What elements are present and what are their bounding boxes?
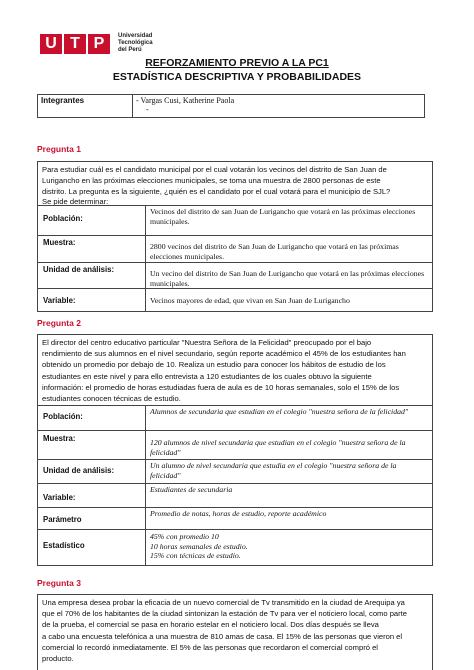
logo-letter-p: P (88, 34, 110, 54)
q1-row-poblacion: Población: Vecinos del distrito de san Juan de Lurigancho que votará en las próximas elecciones municipales. (38, 205, 432, 236)
question-1-box (37, 161, 433, 312)
integrantes-table (37, 94, 425, 118)
logo-letter-u: U (40, 34, 62, 54)
question-2-text: El director del centro educativo particular "Nuestra Señora de la Felicidad" preocupado por el bajo rendimiento de sus alumnos en el nivel secundario, según reporte académico el 45% de los estudiantes han obtenido un promedio por debajo de 10. Realiza un estudio para conocer los hábitos de estudio de los estudiantes en este nivel y para ello entrevista a 120 estudiantes de los cuales obtuvo la siguiente información: el promedio de horas estudiadas fuera de aula es de 10 horas semanales, solo el 15% de los estudiantes conocen técnicas de estudio. (42, 338, 406, 404)
document-subtitle: ESTADÍSTICA DESCRIPTIVA Y PROBABILIDADES (112, 71, 362, 83)
q1-row-variable: Variable: Vecinos mayores de edad, que vivan en San Juan de Lurigancho (38, 288, 432, 312)
q1-row-muestra: Muestra: 2800 vecinos del distrito de San Juan de Lurigancho que votará en las próximas elecciones municipales. (38, 235, 432, 263)
question-1-heading: Pregunta 1 (37, 144, 81, 154)
q2-row-poblacion: Población: Alumnos de secundaria que estudian en el colegio "nuestra señora de la felicidad" (38, 405, 432, 431)
logo-text: Universidad Tecnológica del Perú (118, 33, 153, 53)
question-3-box (37, 594, 433, 670)
q2-row-parametro: Parámetro Promedio de notas, horas de estudio, reporte académico (38, 507, 432, 530)
question-3-heading: Pregunta 3 (37, 578, 81, 588)
question-1-text: Para estudiar cuál es el candidato municipal por el cual votarán los vecinos del distrito de San Juan de Lurigancho en las próximas elecciones municipales, se toma una muestra de 2800 personas de este distrito. La pregunta es la siguiente, ¿quién es el candidato por el cual votará para el municipio de SJL? Se pide determinar: (42, 165, 391, 206)
q2-row-estadistico: Estadístico 45% con promedio 10 10 horas semanales de estudio. 15% con técnicas de estudio. (38, 529, 432, 566)
q2-row-muestra: Muestra: 120 alumnos de nivel secundaria que estudian en el colegio "nuestra señora de la felicidad" (38, 430, 432, 460)
document-title: REFORZAMIENTO PREVIO A LA PC1 (145, 57, 329, 69)
integrantes-label: Integrantes (38, 95, 133, 118)
utp-logo (40, 33, 153, 54)
integrantes-value: - Vargas Cusi, Katherine Paola - (133, 95, 425, 118)
question-3-text: Una empresa desea probar la eficacia de un nuevo comercial de Tv transmitido en la ciudad de Arequipa ya que el 70% de los habitantes de la ciudad sintonizan la estación de Tv para ver el noticiero local, como parte de la prueba, el comercial se pasa en horario estelar en el noticiero local. Dos días después se lleva a cabo una encuesta telefónica a una muestra de 810 amas de casa. El 15% de las personas que vieron el comercial lo recordó inmediatamente. El 5% de las personas que recordaron el comercial compró el producto. (42, 598, 408, 664)
question-2-heading: Pregunta 2 (37, 318, 81, 328)
question-2-box (37, 334, 433, 566)
q2-row-unidad: Unidad de análisis: Un alumno de nivel secundaria que estudia en el colegio "nuestra señora de la felicidad" (38, 459, 432, 484)
q2-row-variable: Variable: Estudiantes de secundaria (38, 483, 432, 508)
q1-row-unidad: Unidad de análisis: Un vecino del distrito de San Juan de Lurigancho que votará en las próximas elecciones municipales. (38, 262, 432, 289)
logo-letter-t: T (64, 34, 86, 54)
